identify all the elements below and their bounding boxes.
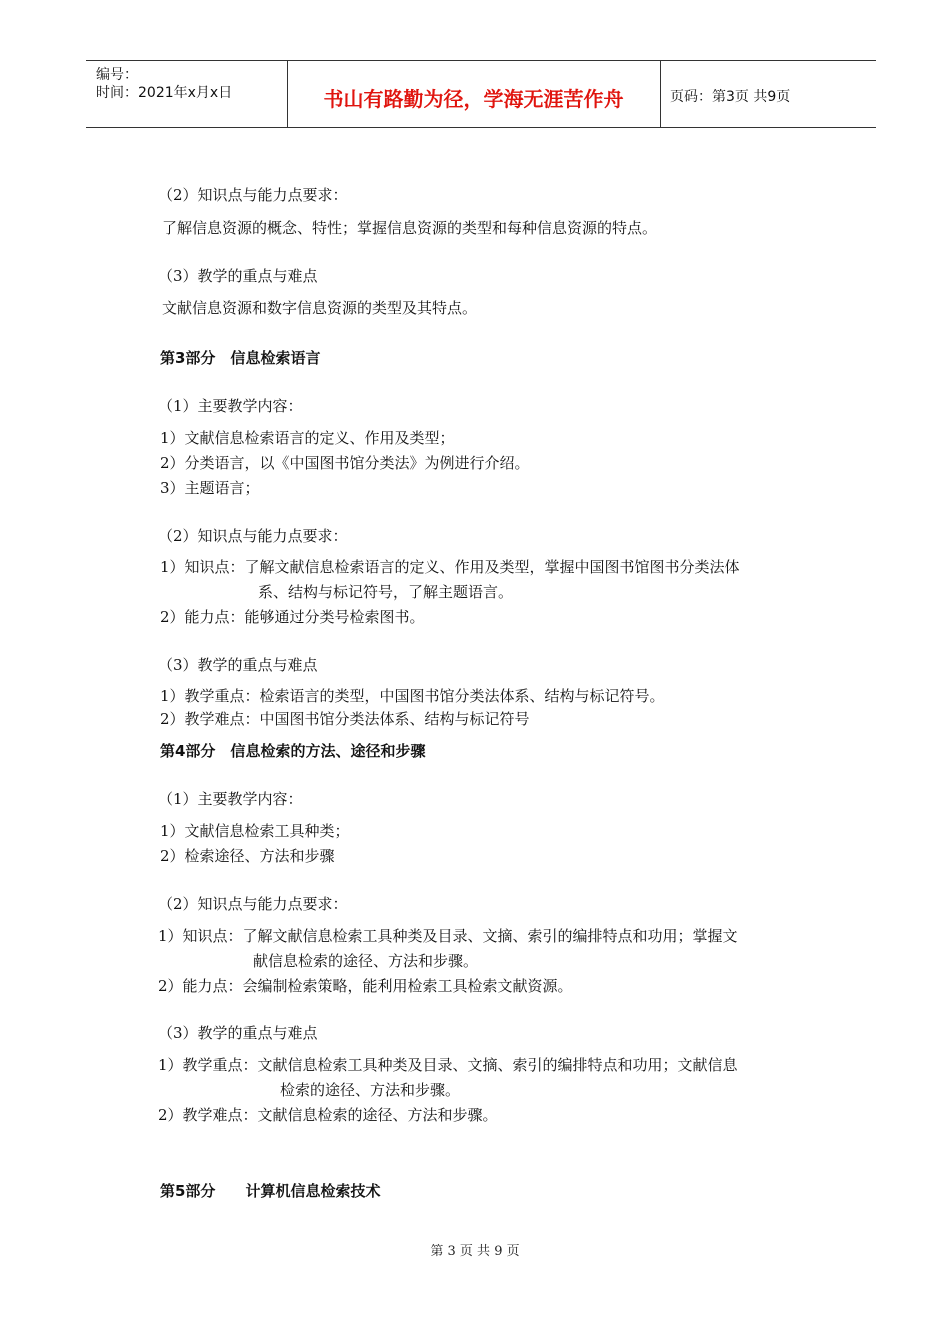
list-item: 3）主题语言； [160,479,260,497]
list-item: 1）文献信息检索语言的定义、作用及类型； [160,429,455,447]
doc-date-label: 时间：2021年x月x日 [96,85,233,101]
list-item: 1）知识点：了解文献信息检索语言的定义、作用及类型，掌握中国图书馆图书分类法体 [160,558,740,576]
subheading-key-points: （3）教学的重点与难点 [158,656,318,674]
page-footer: 第 3 页 共 9 页 [430,1244,520,1259]
subheading-main-content: （1）主要教学内容： [158,397,303,415]
subheading-requirements: （2）知识点与能力点要求： [158,895,348,913]
header-motto: 书山有路勤为径，学海无涯苦作舟 [323,87,624,111]
list-item: 1）教学重点：文献信息检索工具种类及目录、文摘、索引的编排特点和功用；文献信息 [158,1056,738,1074]
list-item: 2）教学难点：中国图书馆分类法体系、结构与标记符号 [160,710,530,728]
list-item: 1）文献信息检索工具种类； [160,822,350,840]
list-item: 2）教学难点：文献信息检索的途径、方法和步骤。 [158,1106,498,1124]
paragraph: 文献信息资源和数字信息资源的类型及其特点。 [162,299,478,317]
header-motto-cell [287,61,661,127]
subheading-main-content: （1）主要教学内容： [158,790,303,808]
header-page-label: 页码：第3页 共9页 [670,89,791,105]
list-item: 2）能力点：会编制检索策略，能利用检索工具检索文献资源。 [158,977,573,995]
list-item: 2）检索途径、方法和步骤 [160,847,335,865]
section-heading-part5: 第5部分 计算机信息检索技术 [160,1182,381,1200]
list-item-continuation: 检索的途径、方法和步骤。 [280,1081,461,1099]
list-item: 2）能力点：能够通过分类号检索图书。 [160,608,425,626]
section-heading-part3: 第3部分 信息检索语言 [160,349,321,367]
subheading-requirements: （2）知识点与能力点要求： [158,527,348,545]
list-item: 2）分类语言，以《中国图书馆分类法》为例进行介绍。 [160,454,530,472]
header-page-cell [661,61,876,127]
list-item: 1）知识点：了解文献信息检索工具种类及目录、文摘、索引的编排特点和功用；掌握文 [158,927,738,945]
list-item: 1）教学重点：检索语言的类型，中国图书馆分类法体系、结构与标记符号。 [160,687,665,705]
doc-number-label: 编号： [96,67,138,83]
subheading-requirements: （2）知识点与能力点要求： [158,186,348,204]
subheading-key-points: （3）教学的重点与难点 [158,1024,318,1042]
section-heading-part4: 第4部分 信息检索的方法、途径和步骤 [160,742,426,760]
subheading-key-points: （3）教学的重点与难点 [158,267,318,285]
list-item-continuation: 献信息检索的途径、方法和步骤。 [253,952,479,970]
header-meta-cell [86,61,288,127]
paragraph: 了解信息资源的概念、特性；掌握信息资源的类型和每种信息资源的特点。 [162,219,658,237]
list-item-continuation: 系、结构与标记符号，了解主题语言。 [258,583,514,601]
page-header [86,60,876,128]
